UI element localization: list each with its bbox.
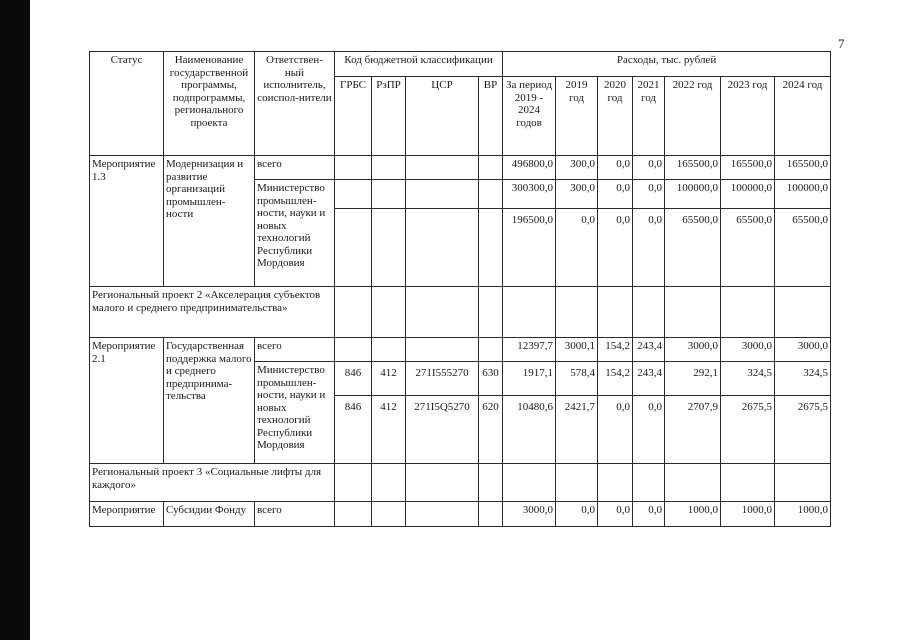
cell-2020: 0,0 [598,180,633,209]
row-executor: Министерство промышлен-ности, науки и новых технологий Республики Мордовия [255,362,335,464]
cell-2023: 65500,0 [721,209,775,287]
cell-2022: 165500,0 [665,156,721,180]
row-name: Государственная поддержка малого и среднего предпринима-тельства [164,338,255,464]
row-status: Мероприятие 1.3 [90,156,164,287]
cell-vr [479,156,503,180]
cell-2024: 65500,0 [775,209,831,287]
cell-2023: 2675,5 [721,396,775,464]
header-year-2021: 2021 год [633,77,665,156]
header-executor: Ответствен-ный исполнитель, соиспол-нители [255,52,335,156]
cell-2022: 292,1 [665,362,721,396]
cell-2021: 243,4 [633,362,665,396]
cell-2024: 165500,0 [775,156,831,180]
cell-vr: 630 [479,362,503,396]
row-name: Субсидии Фонду [164,502,255,527]
row-executor: всего [255,502,335,527]
cell-csr [406,156,479,180]
cell-grbs: 846 [335,362,372,396]
section-title: Региональный проект 2 «Акселерация субъектов малого и среднего предпринимательства» [90,287,335,338]
cell-2021: 0,0 [633,396,665,464]
cell-vr [479,180,503,209]
cell-2022: 65500,0 [665,209,721,287]
cell-2019: 2421,7 [556,396,598,464]
cell-total: 1917,1 [503,362,556,396]
scan-edge [0,0,30,640]
cell-rzpr: 412 [372,396,406,464]
cell-total: 196500,0 [503,209,556,287]
header-year-2020: 2020 год [598,77,633,156]
header-grbs: ГРБС [335,77,372,156]
header-row-1 [90,52,831,77]
cell-total: 496800,0 [503,156,556,180]
cell-2023: 100000,0 [721,180,775,209]
cell-2020: 0,0 [598,156,633,180]
row-name: Модернизация и развитие организаций промышлен-ности [164,156,255,287]
cell-2024: 2675,5 [775,396,831,464]
header-status: Статус [90,52,164,156]
cell-2019: 3000,1 [556,338,598,362]
cell-2023: 324,5 [721,362,775,396]
cell-rzpr [372,209,406,287]
header-budget-code: Код бюджетной классификации [335,52,503,77]
row-executor: всего [255,338,335,362]
cell-2019: 0,0 [556,502,598,527]
cell-2023: 3000,0 [721,338,775,362]
cell-2024: 100000,0 [775,180,831,209]
header-year-2022: 2022 год [665,77,721,156]
header-year-total: За период 2019 - 2024 годов [503,77,556,156]
cell-vr: 620 [479,396,503,464]
header-csr: ЦСР [406,77,479,156]
cell-rzpr [372,180,406,209]
cell-2020: 154,2 [598,338,633,362]
cell-2023: 1000,0 [721,502,775,527]
cell-2021: 0,0 [633,502,665,527]
header-year-2023: 2023 год [721,77,775,156]
cell-2019: 578,4 [556,362,598,396]
cell-rzpr [372,156,406,180]
cell-grbs: 846 [335,396,372,464]
cell-csr [406,209,479,287]
budget-table [89,51,831,527]
cell-rzpr: 412 [372,362,406,396]
cell-2022: 3000,0 [665,338,721,362]
cell-2020: 0,0 [598,396,633,464]
section-row [90,287,831,338]
cell-2020: 0,0 [598,209,633,287]
cell-total: 10480,6 [503,396,556,464]
cell-grbs [335,209,372,287]
cell-2020: 154,2 [598,362,633,396]
header-vr: ВР [479,77,503,156]
cell-vr [479,338,503,362]
cell-2022: 100000,0 [665,180,721,209]
cell-2024: 3000,0 [775,338,831,362]
cell-total: 300300,0 [503,180,556,209]
row-executor: всего [255,156,335,180]
row-status: Мероприятие 2.1 [90,338,164,464]
cell-2021: 0,0 [633,180,665,209]
header-year-2019: 2019 год [556,77,598,156]
page-number: 7 [838,36,845,51]
cell-csr: 271I5Q5270 [406,396,479,464]
cell-2021: 0,0 [633,156,665,180]
row-executor: Министерство промышлен-ности, науки и новых технологий Республики Мордовия [255,180,335,287]
cell-2024: 1000,0 [775,502,831,527]
header-expenses: Расходы, тыс. рублей [503,52,831,77]
cell-grbs [335,180,372,209]
header-rzpr: РзПР [372,77,406,156]
row-status: Мероприятие [90,502,164,527]
cell-total: 3000,0 [503,502,556,527]
table-row [90,502,831,527]
cell-2022: 1000,0 [665,502,721,527]
cell-2023: 165500,0 [721,156,775,180]
cell-grbs [335,338,372,362]
table-row [90,156,831,180]
cell-2021: 0,0 [633,209,665,287]
header-name: Наименование государственной программы, подпрограммы, регионального проекта [164,52,255,156]
cell-2024: 324,5 [775,362,831,396]
section-row [90,464,831,502]
cell-2019: 300,0 [556,180,598,209]
table-row [90,338,831,362]
cell-vr [479,209,503,287]
cell-csr [406,180,479,209]
header-year-2024: 2024 год [775,77,831,156]
cell-2020: 0,0 [598,502,633,527]
cell-2019: 300,0 [556,156,598,180]
cell-total: 12397,7 [503,338,556,362]
section-title: Региональный проект 3 «Социальные лифты для каждого» [90,464,335,502]
cell-grbs [335,156,372,180]
cell-2021: 243,4 [633,338,665,362]
cell-csr [406,338,479,362]
cell-2019: 0,0 [556,209,598,287]
cell-rzpr [372,338,406,362]
cell-2022: 2707,9 [665,396,721,464]
cell-csr: 271I555270 [406,362,479,396]
